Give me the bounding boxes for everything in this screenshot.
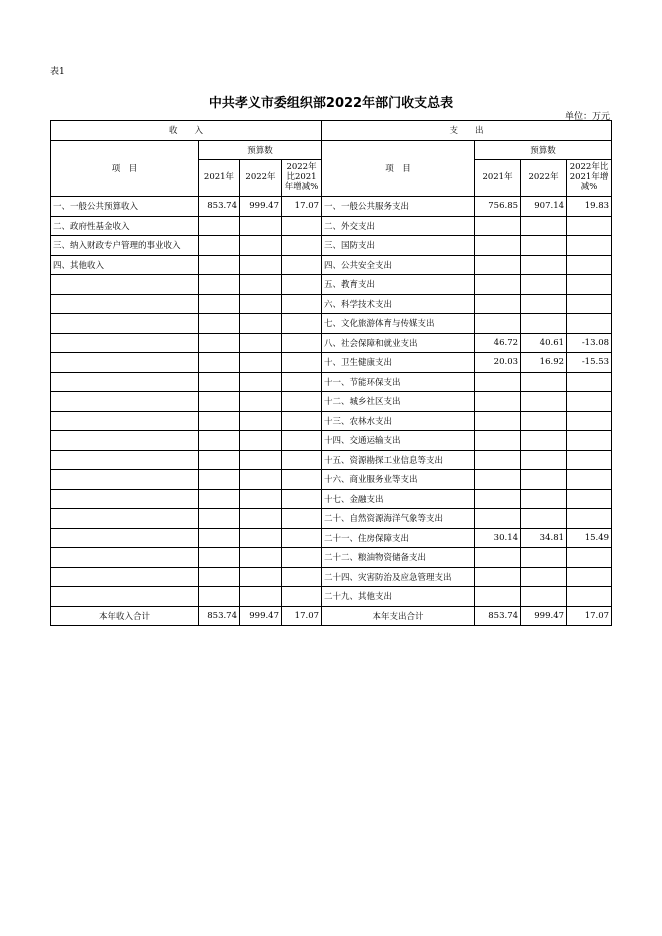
income-change-cell (282, 372, 322, 392)
expense-2021-cell (475, 236, 521, 256)
income-2022-cell (240, 489, 282, 509)
expense-change-cell (567, 275, 612, 295)
table-row (51, 333, 612, 353)
income-item-cell (51, 470, 199, 490)
expense-change-cell (567, 470, 612, 490)
income-2021-cell (199, 216, 240, 236)
income-change-cell (282, 411, 322, 431)
income-2021-cell (199, 294, 240, 314)
expense-item-cell: 二十一、住房保障支出 (322, 528, 475, 548)
expense-2021-cell (475, 392, 521, 412)
income-item-cell (51, 294, 199, 314)
expense-2021-cell (475, 587, 521, 607)
income-item-cell (51, 392, 199, 412)
income-2022-cell (240, 528, 282, 548)
expense-change-header: 2022年比2021年增减% (567, 160, 612, 197)
income-2021-cell: 853.74 (199, 197, 240, 217)
expense-item-cell: 二十二、粮油物资储备支出 (322, 548, 475, 568)
income-2021-cell (199, 450, 240, 470)
expense-2022-cell: 34.81 (521, 528, 567, 548)
expense-2022-cell (521, 489, 567, 509)
income-total-label: 本年收入合计 (51, 606, 199, 626)
expense-2022-cell (521, 450, 567, 470)
expense-2021-cell (475, 548, 521, 568)
expense-item-cell: 十五、资源勘探工业信息等支出 (322, 450, 475, 470)
expense-2022-cell (521, 411, 567, 431)
income-item-cell (51, 509, 199, 529)
income-change-cell (282, 255, 322, 275)
income-2022-cell (240, 450, 282, 470)
income-2021-cell (199, 509, 240, 529)
income-item-cell (51, 587, 199, 607)
income-header: 收 入 (51, 121, 322, 141)
expense-2021-cell (475, 489, 521, 509)
income-change-cell (282, 353, 322, 373)
table-row (51, 548, 612, 568)
expense-2022-cell (521, 470, 567, 490)
income-item-cell: 四、其他收入 (51, 255, 199, 275)
expense-2021-header: 2021年 (475, 160, 521, 197)
income-change-cell (282, 275, 322, 295)
income-change-cell (282, 431, 322, 451)
expense-total-label: 本年支出合计 (322, 606, 475, 626)
expense-2021-cell (475, 372, 521, 392)
table-row (51, 197, 612, 217)
expense-item-cell: 一、一般公共服务支出 (322, 197, 475, 217)
income-2022-cell (240, 509, 282, 529)
expense-2021-cell (475, 294, 521, 314)
expense-2022-cell (521, 567, 567, 587)
income-change-cell (282, 548, 322, 568)
income-2021-cell (199, 372, 240, 392)
expense-item-cell: 二十、自然资源海洋气象等支出 (322, 509, 475, 529)
income-2022-cell (240, 314, 282, 334)
income-2022-cell (240, 275, 282, 295)
income-change-cell (282, 509, 322, 529)
expense-item-header: 项 目 (322, 140, 475, 197)
expense-2021-cell: 46.72 (475, 333, 521, 353)
expense-2022-cell (521, 372, 567, 392)
expense-2022-cell: 16.92 (521, 353, 567, 373)
expense-item-cell: 二、外交支出 (322, 216, 475, 236)
income-2021-cell (199, 255, 240, 275)
income-item-cell (51, 411, 199, 431)
income-change-cell (282, 587, 322, 607)
expense-item-cell: 十四、交通运输支出 (322, 431, 475, 451)
expense-2022-cell: 907.14 (521, 197, 567, 217)
expense-2022-cell (521, 548, 567, 568)
income-change-cell (282, 314, 322, 334)
expense-change-cell (567, 372, 612, 392)
page-title: 中共孝义市委组织部2022年部门收支总表 (208, 96, 454, 111)
expense-change-cell: -15.53 (567, 353, 612, 373)
expense-2021-cell (475, 431, 521, 451)
income-2022-cell (240, 587, 282, 607)
expense-item-cell: 十、卫生健康支出 (322, 353, 475, 373)
income-change-header: 2022年比2021年增减% (282, 160, 322, 197)
expense-2022-cell: 40.61 (521, 333, 567, 353)
income-item-cell (51, 567, 199, 587)
expense-2021-cell (475, 509, 521, 529)
income-2022-cell (240, 567, 282, 587)
income-item-header: 项 目 (51, 140, 199, 197)
income-2022-cell (240, 470, 282, 490)
income-2022-cell (240, 431, 282, 451)
unit-label: 单位：万元 (564, 112, 610, 122)
expense-item-cell: 四、公共安全支出 (322, 255, 475, 275)
expense-item-cell: 十一、节能环保支出 (322, 372, 475, 392)
expense-change-cell (567, 548, 612, 568)
totals-row (51, 606, 612, 626)
income-total-change: 17.07 (282, 606, 322, 626)
expense-total-2021: 853.74 (475, 606, 521, 626)
income-change-cell (282, 470, 322, 490)
expense-2021-cell (475, 450, 521, 470)
income-item-cell (51, 489, 199, 509)
expense-change-cell (567, 255, 612, 275)
expense-item-cell: 十三、农林水支出 (322, 411, 475, 431)
income-item-cell (51, 333, 199, 353)
expense-total-change: 17.07 (567, 606, 612, 626)
expense-change-cell (567, 236, 612, 256)
income-2021-cell (199, 548, 240, 568)
income-item-cell (51, 548, 199, 568)
expense-2022-cell (521, 255, 567, 275)
expense-change-cell (567, 314, 612, 334)
income-2021-cell (199, 236, 240, 256)
income-item-cell (51, 353, 199, 373)
expense-2022-cell (521, 392, 567, 412)
income-2022-cell (240, 333, 282, 353)
expense-change-cell (567, 489, 612, 509)
income-2022-header: 2022年 (240, 160, 282, 197)
income-item-cell (51, 372, 199, 392)
table-row (51, 294, 612, 314)
income-2022-cell (240, 411, 282, 431)
expense-2021-cell (475, 470, 521, 490)
expense-item-cell: 七、文化旅游体育与传媒支出 (322, 314, 475, 334)
income-item-cell (51, 528, 199, 548)
table-row (51, 275, 612, 295)
income-change-cell (282, 528, 322, 548)
expense-2022-cell (521, 216, 567, 236)
table-row (51, 587, 612, 607)
income-2021-cell (199, 587, 240, 607)
income-2021-cell (199, 392, 240, 412)
table-row (51, 567, 612, 587)
expense-change-cell: 19.83 (567, 197, 612, 217)
expense-2021-cell: 20.03 (475, 353, 521, 373)
income-2022-cell (240, 216, 282, 236)
income-2021-cell (199, 275, 240, 295)
expense-item-cell: 十二、城乡社区支出 (322, 392, 475, 412)
income-2022-cell (240, 372, 282, 392)
income-item-cell (51, 431, 199, 451)
expense-2021-cell (475, 216, 521, 236)
table-row (51, 411, 612, 431)
income-2021-cell (199, 470, 240, 490)
income-2022-cell: 999.47 (240, 197, 282, 217)
income-2022-cell (240, 294, 282, 314)
table-row (51, 450, 612, 470)
expense-2022-cell (521, 294, 567, 314)
expense-2021-cell (475, 275, 521, 295)
expense-budget-header: 预算数 (475, 140, 612, 160)
income-2021-cell (199, 411, 240, 431)
expense-item-cell: 三、国防支出 (322, 236, 475, 256)
table-row (51, 314, 612, 334)
expense-change-cell (567, 431, 612, 451)
income-2021-cell (199, 567, 240, 587)
expense-change-cell (567, 509, 612, 529)
income-item-cell (51, 275, 199, 295)
expense-change-cell: 15.49 (567, 528, 612, 548)
income-item-cell (51, 314, 199, 334)
expense-total-2022: 999.47 (521, 606, 567, 626)
expense-2021-cell (475, 411, 521, 431)
expense-item-cell: 八、社会保障和就业支出 (322, 333, 475, 353)
expense-2021-cell: 30.14 (475, 528, 521, 548)
income-budget-header: 预算数 (199, 140, 322, 160)
expense-2022-cell (521, 587, 567, 607)
income-change-cell (282, 392, 322, 412)
table-row (51, 528, 612, 548)
expense-2022-cell (521, 509, 567, 529)
expense-item-cell: 十七、金融支出 (322, 489, 475, 509)
income-2021-cell (199, 528, 240, 548)
table-row (51, 470, 612, 490)
expense-2022-cell (521, 236, 567, 256)
income-2022-cell (240, 236, 282, 256)
expense-2021-cell (475, 255, 521, 275)
income-change-cell: 17.07 (282, 197, 322, 217)
income-change-cell (282, 236, 322, 256)
expense-2022-header: 2022年 (521, 160, 567, 197)
expense-change-cell (567, 294, 612, 314)
table-row (51, 509, 612, 529)
table-row (51, 431, 612, 451)
expense-change-cell (567, 411, 612, 431)
income-item-cell: 二、政府性基金收入 (51, 216, 199, 236)
budget-summary-table (50, 120, 612, 626)
income-change-cell (282, 294, 322, 314)
income-change-cell (282, 333, 322, 353)
income-2021-cell (199, 489, 240, 509)
table-row (51, 372, 612, 392)
expense-item-cell: 五、教育支出 (322, 275, 475, 295)
expense-2021-cell (475, 314, 521, 334)
income-item-cell: 一、一般公共预算收入 (51, 197, 199, 217)
income-2022-cell (240, 392, 282, 412)
expense-2022-cell (521, 275, 567, 295)
income-item-cell: 三、纳入财政专户管理的事业收入 (51, 236, 199, 256)
table-row (51, 392, 612, 412)
income-2021-cell (199, 353, 240, 373)
expense-change-cell (567, 216, 612, 236)
income-change-cell (282, 216, 322, 236)
income-change-cell (282, 489, 322, 509)
expense-2022-cell (521, 431, 567, 451)
table-row (51, 236, 612, 256)
income-2021-cell (199, 314, 240, 334)
income-change-cell (282, 567, 322, 587)
income-change-cell (282, 450, 322, 470)
expense-change-cell (567, 450, 612, 470)
expense-change-cell (567, 567, 612, 587)
table-row (51, 353, 612, 373)
income-2022-cell (240, 353, 282, 373)
expense-change-cell (567, 587, 612, 607)
income-total-2021: 853.74 (199, 606, 240, 626)
income-item-cell (51, 450, 199, 470)
table-number: 表1 (50, 67, 65, 77)
expense-header: 支 出 (322, 121, 612, 141)
expense-item-cell: 二十四、灾害防治及应急管理支出 (322, 567, 475, 587)
income-total-2022: 999.47 (240, 606, 282, 626)
income-2022-cell (240, 548, 282, 568)
expense-change-cell (567, 392, 612, 412)
table-row (51, 216, 612, 236)
expense-2022-cell (521, 314, 567, 334)
expense-2021-cell (475, 567, 521, 587)
income-2021-header: 2021年 (199, 160, 240, 197)
income-2021-cell (199, 333, 240, 353)
table-row (51, 489, 612, 509)
expense-item-cell: 十六、商业服务业等支出 (322, 470, 475, 490)
income-2021-cell (199, 431, 240, 451)
table-row (51, 255, 612, 275)
expense-change-cell: -13.08 (567, 333, 612, 353)
expense-2021-cell: 756.85 (475, 197, 521, 217)
income-2022-cell (240, 255, 282, 275)
expense-item-cell: 六、科学技术支出 (322, 294, 475, 314)
expense-item-cell: 二十九、其他支出 (322, 587, 475, 607)
